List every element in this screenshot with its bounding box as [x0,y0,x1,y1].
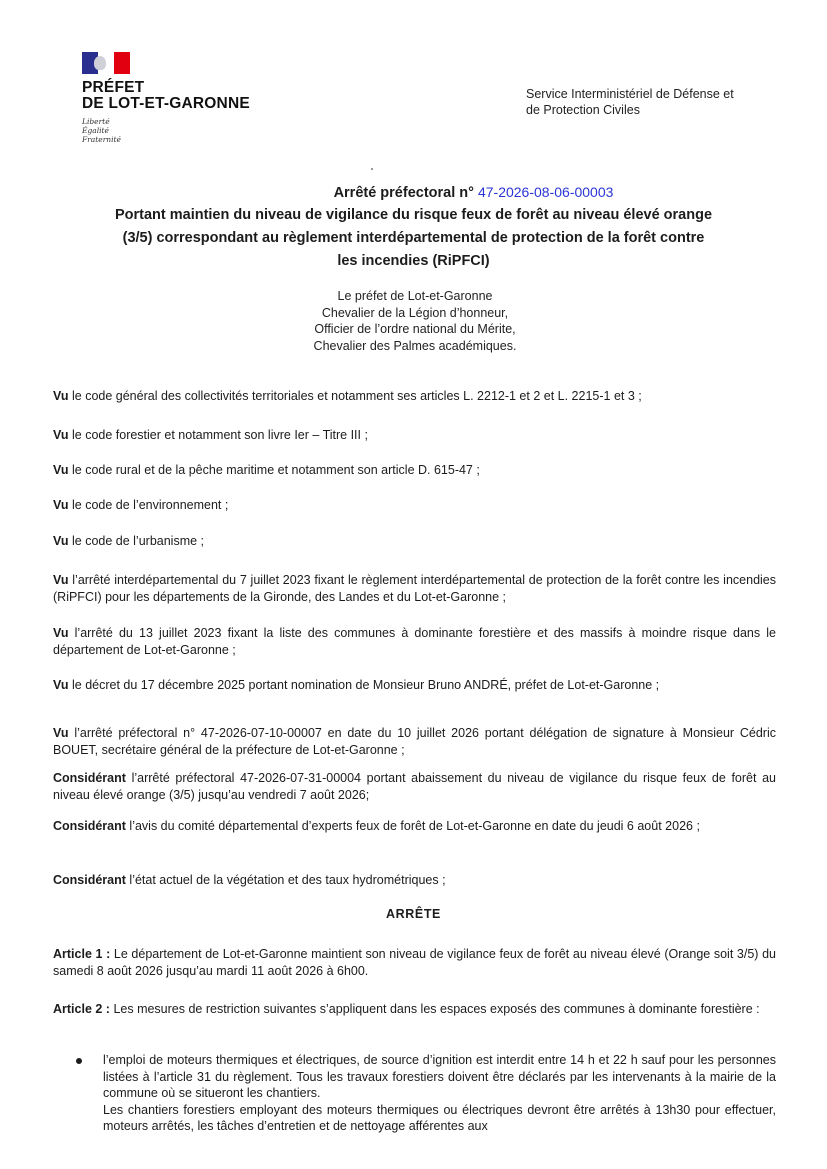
visa-paragraph [53,725,776,758]
visa-paragraph [53,427,776,444]
prefet-title-2: Chevalier de la Légion d’honneur, [321,305,509,320]
article-text: Le département de Lot-et-Garonne maintient son niveau de vigilance feux de forêt au niveau élevé (Orange soit 3/5) du samedi 8 août 2026 jusqu’au mardi 11 août 2026 à 6h00. [53,947,776,978]
considerant-text: l’arrêté préfectoral 47-2026-07-31-00004 portant abaissement du niveau de vigilance du risque feux de forêt au niveau élevé orange (3/5) jusqu’au vendredi 7 août 2026; [53,771,776,802]
article-lead: Article 2 : [53,1002,110,1016]
visa-text: l’arrêté préfectoral n° 47-2026-07-10-00007 en date du 10 juillet 2026 portant délégation de signature à Monsieur Cédric BOUET, secrétaire général de la préfecture de Lot-et-Garonne ; [53,726,776,757]
visa-paragraph [53,533,776,550]
considerant-text: l’avis du comité départemental d’experts feux de forêt de Lot-et-Garonne en date du jeudi 6 août 2026 ; [125,819,700,833]
prefet-line-2: DE LOT-ET-GARONNE [82,95,250,112]
motto-fraternite: Fraternité [82,135,121,144]
visa-lead: Vu [53,498,69,512]
visa-text: l’arrêté interdépartemental du 7 juillet 2023 fixant le règlement interdépartemental de protection de la forêt contre les incendies (RiPFCI) pour les départements de la Gironde, des Landes et du Lot-et-Garonne ; [53,573,776,604]
article-2 [53,1001,776,1018]
visa-text: le décret du 17 décembre 2025 portant nomination de Monsieur Bruno ANDRÉ, préfet de Lot-et-Garonne ; [68,678,660,692]
visa-paragraph [53,388,776,405]
scan-dot [371,168,373,170]
decree-label: Arrêté préfectoral n° [333,185,474,201]
visa-lead: Vu [53,573,69,587]
considerant-lead: Considérant [53,771,126,785]
considerant-lead: Considérant [53,819,126,833]
decree-subject-line-1: Portant maintien du niveau de vigilance du risque feux de forêt au niveau élevé orange [114,207,713,223]
visa-paragraph [53,625,776,658]
visa-lead: Vu [53,626,69,640]
restriction-paragraph-1: l’emploi de moteurs thermiques et électriques, de source d’ignition est interdit entre 14 h et 22 h sauf pour les personnes listées à l’article 31 du règlement. Tous les travaux forestiers doivent être déclarés par les intervenants à la mairie de la commune où se situeront les chantiers. [103,1053,776,1100]
considerant-paragraph [53,818,776,835]
decree-title [40,182,787,273]
republic-motto [82,117,282,144]
article-text: Les mesures de restriction suivantes s’appliquent dans les espaces exposés des communes à dominante forestière : [109,1002,760,1016]
decree-number-line [40,182,787,203]
restriction-bullet [103,1052,776,1135]
service-name [526,86,796,118]
visa-lead: Vu [53,428,69,442]
visa-paragraph [53,677,776,694]
visa-text: le code de l’environnement ; [68,498,229,512]
prefecture-logo [82,52,282,144]
considerant-paragraph [53,770,776,803]
prefet-titles [240,288,590,354]
prefet-name [82,80,282,112]
visa-lead: Vu [53,678,69,692]
article-lead: Article 1 : [53,947,111,961]
decree-subject-line-3: les incendies (RiPFCI) [337,253,490,269]
visa-text: le code forestier et notamment son livre Ier – Titre III ; [68,428,368,442]
visa-text: le code de l’urbanisme ; [68,534,205,548]
arrete-heading: ARRÊTE [386,907,441,921]
prefet-title-1: Le préfet de Lot-et-Garonne [337,289,493,303]
considerant-paragraph [53,872,776,889]
prefet-line-1: PRÉFET [82,79,145,96]
decree-subject [40,204,787,273]
decree-number: 47-2026-08-06-00003 [477,184,614,200]
visa-lead: Vu [53,389,69,403]
visa-text: l’arrêté du 13 juillet 2023 fixant la liste des communes à dominante forestière et des massifs à moindre risque dans le département de Lot-et-Garonne ; [53,626,776,657]
visa-paragraph [53,462,776,479]
visa-lead: Vu [53,726,69,740]
motto-egalite: Égalité [82,126,109,135]
service-line-1: Service Interministériel de Défense et [526,87,734,101]
prefet-title-3: Officier de l’ordre national du Mérite, [314,322,516,336]
motto-liberte: Liberté [82,117,110,126]
marianne-flag-icon [82,52,130,74]
article-1 [53,946,776,979]
visa-text: le code général des collectivités territoriales et notamment ses articles L. 2212-1 et 2 et L. 2215-1 et 3 ; [68,389,642,403]
visa-paragraph [53,572,776,605]
visa-text: le code rural et de la pêche maritime et notamment son article D. 615-47 ; [68,463,480,477]
visa-paragraph [53,497,776,514]
prefet-title-4: Chevalier des Palmes académiques. [313,338,517,353]
visa-lead: Vu [53,534,69,548]
service-line-2: de Protection Civiles [526,103,640,117]
visa-lead: Vu [53,463,69,477]
bullet-icon [76,1058,82,1064]
decree-subject-line-2: (3/5) correspondant au règlement interdépartemental de protection de la forêt contre [122,230,705,246]
restriction-paragraph-2: Les chantiers forestiers employant des moteurs thermiques ou électriques devront être arrêtés à 13h30 pour effectuer, moteurs arrêtés, les tâches d’entretien et de nettoyage afférentes aux [103,1102,776,1133]
considerant-text: l’état actuel de la végétation et des taux hydrométriques ; [125,873,446,887]
considerant-lead: Considérant [53,873,126,887]
